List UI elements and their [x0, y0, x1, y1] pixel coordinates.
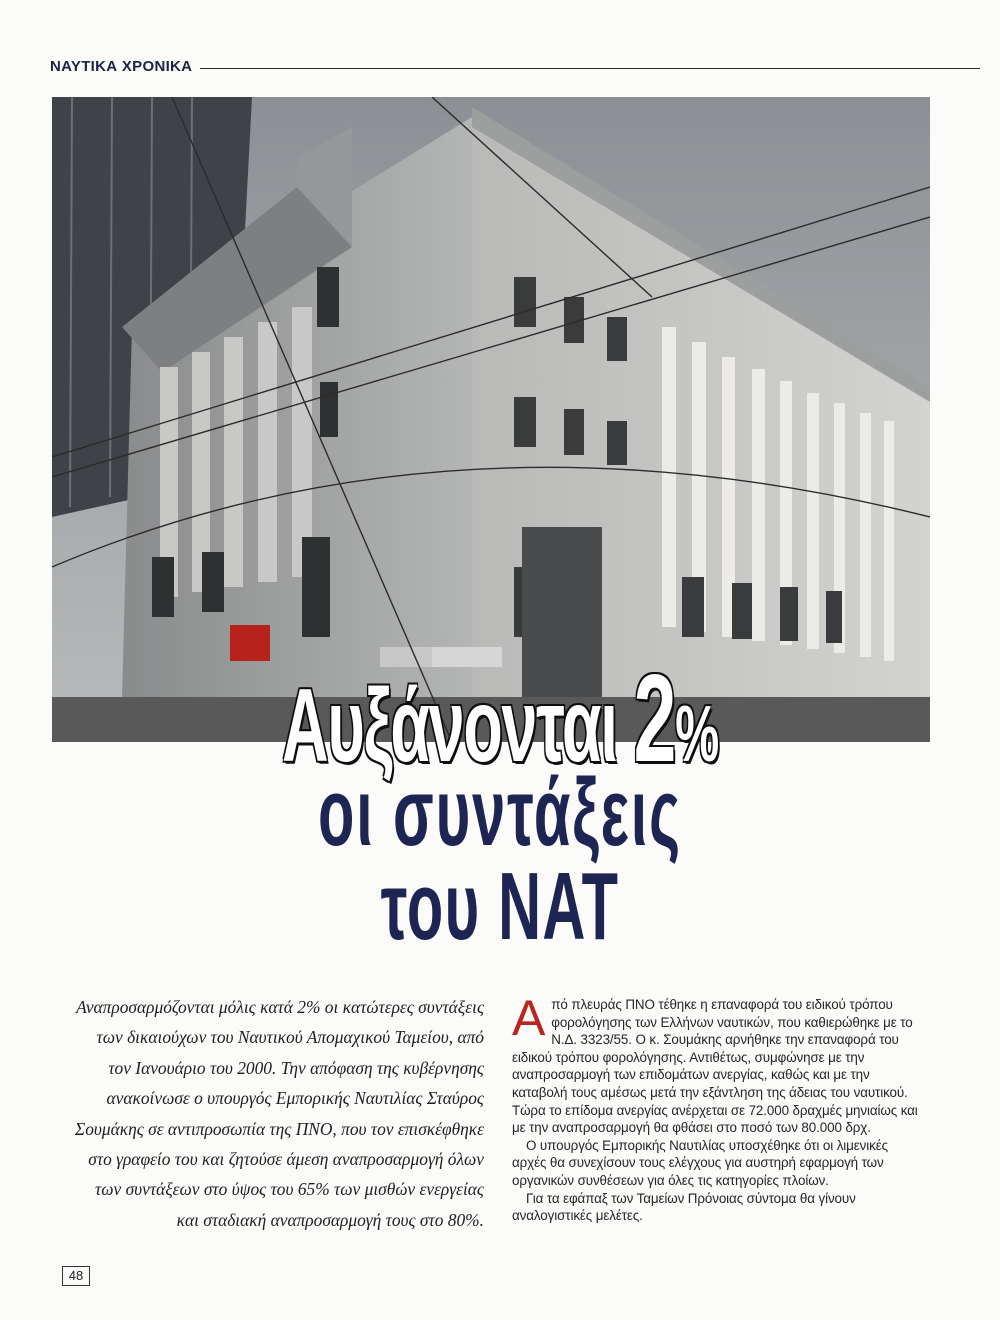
section-title: ΝΑΥΤΙΚΑ ΧΡΟΝΙΚΑ — [50, 58, 193, 75]
running-header — [50, 58, 980, 80]
body-paragraph-1-text: πό πλευράς ΠΝΟ τέθηκε η επαναφορά του ειδικού τρόπου φορολόγησης των Ελλήνων ναυτικών, που καθιερώθηκε με το Ν.Δ. 3323/55. Ο κ. Σουμάκης αρνήθηκε την επαναφορά του ειδικού τρόπου φορολόγησης. Αντιθέτως, συμφώνησε με την αναπροσαρμογή των επιδομάτων ανεργίας, καθώς και με την καταβολή τους αμέσως μετά την εξάντληση της άδειας του ναυτικού. Τώρα το επίδομα ανεργίας ανέρχεται σε 72.000 δραχμές μηνιαίως και με την αναπροσαρμογή θα φθάσει στο ποσό των 80.000 δρχ. — [512, 997, 918, 1136]
lead-paragraph: Αναπροσαρμόζονται μόλις κατά 2% οι κατώτερες συντάξεις των δικαιούχων του Ναυτικού Απομαχικού Ταμείου, από τον Ιανουάριο του 2000. Την απόφαση της κυβέρνησης ανακοίνωσε ο υπουργός Εμπορικής Ναυτιλίας Σταύρος Σουμάκης σε αντιπροσωπία της ΠΝΟ, που τον επισκέφθηκε στο γραφείο του και ζητούσε άμεση αναπροσαρμογή όλων των συντάξεων στο ύψος του 65% των μισθών ενεργείας και σταδιακή αναπροσαρμογή τους στο 80%. — [74, 997, 484, 1230]
building-photo — [52, 97, 930, 742]
article-body — [512, 990, 924, 1225]
headline-number: 2 — [633, 650, 676, 788]
header-rule — [200, 68, 980, 69]
headline-line-2: οι συντάξεις — [318, 759, 682, 866]
body-paragraph — [512, 990, 924, 1137]
drop-cap: Α — [512, 990, 546, 1046]
body-paragraph-2: Ο υπουργός Εμπορικής Ναυτιλίας υποσχέθηκε ότι οι λιμενικές αρχές θα συνεχίσουν τους ελέγχους για αυστηρή εφαρμογή των οργανικών συνθέσεων για όλες τις κατηγορίες πλοίων. — [512, 1137, 888, 1188]
body-paragraph-3: Για τα εφάπαξ των Ταμείων Πρόνοιας σύντομα θα γίνουν αναλογιστικές μελέτες. — [512, 1190, 856, 1224]
page-number: 48 — [62, 1266, 90, 1286]
headline-percent: % — [675, 689, 718, 778]
headline-line-3: του ΝΑΤ — [380, 853, 620, 960]
building-illustration — [52, 97, 930, 742]
headline-word: Αυξάνονται — [282, 668, 617, 784]
